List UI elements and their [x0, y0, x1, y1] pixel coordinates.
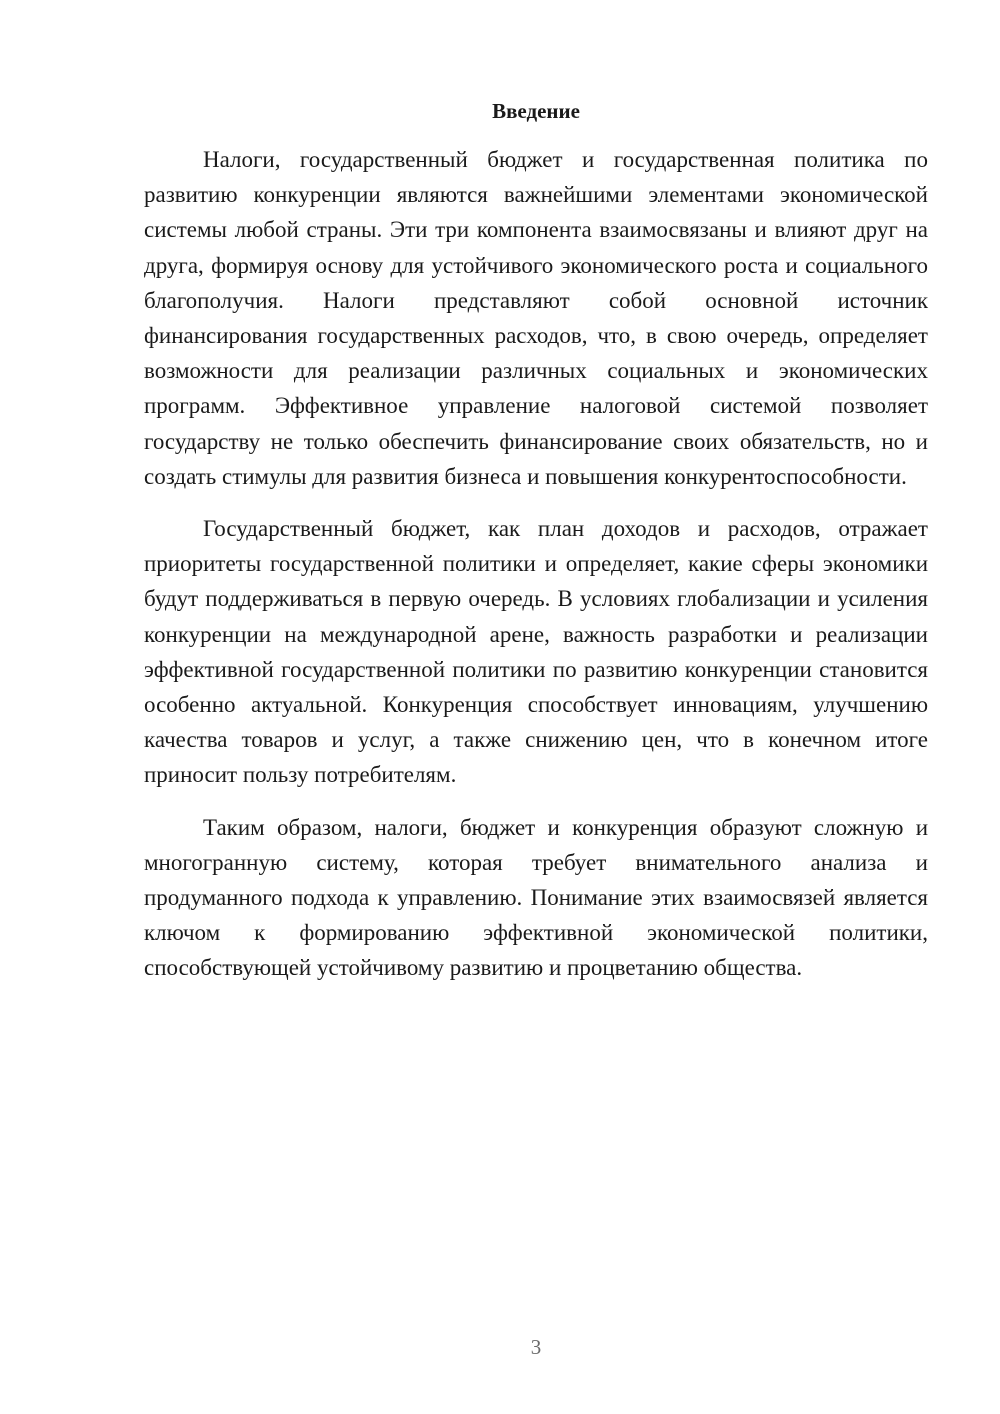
paragraph-2: Государственный бюджет, как план доходов и расходов, отражает приоритеты государственной политики и определяет, какие сферы экономики будут поддерживаться в первую очередь. В условиях глобализации и усиления конкуренции на международной арене, важность разработки и реализации эффективной государственной политики по развитию конкуренции становится особенно актуальной. Конкуренция способствует инновациям, улучшению качества товаров и услуг, а также снижению цен, что в конечном итоге приносит пользу потребителям.: [144, 516, 928, 788]
paragraph-3: Таким образом, налоги, бюджет и конкуренция образуют сложную и многогранную систему, которая требует внимательного анализа и продуманного подхода к управлению. Понимание этих взаимосвязей является ключом к формированию эффективной экономической политики, способствующей устойчивому развитию и процветанию общества.: [144, 814, 928, 981]
section-heading: Введение: [492, 99, 580, 123]
page-number: 3: [530, 1335, 542, 1359]
paragraph-1: Налоги, государственный бюджет и государственная политика по развитию конкуренции являются важнейшими элементами экономической системы любой страны. Эти три компонента взаимосвязаны и влияют друг на друга, формируя основу для устойчивого экономического роста и социального благополучия. Налоги представляют собой основной источник финансирования государственных расходов, что, в свою очередь, определяет возможности для реализации различных социальных и экономических программ. Эффективное управление налоговой системой позволяет государству не только обеспечить финансирование своих обязательств, но и создать стимулы для развития бизнеса и повышения конкурентоспособности.: [144, 147, 928, 489]
body-text: [144, 142, 928, 986]
